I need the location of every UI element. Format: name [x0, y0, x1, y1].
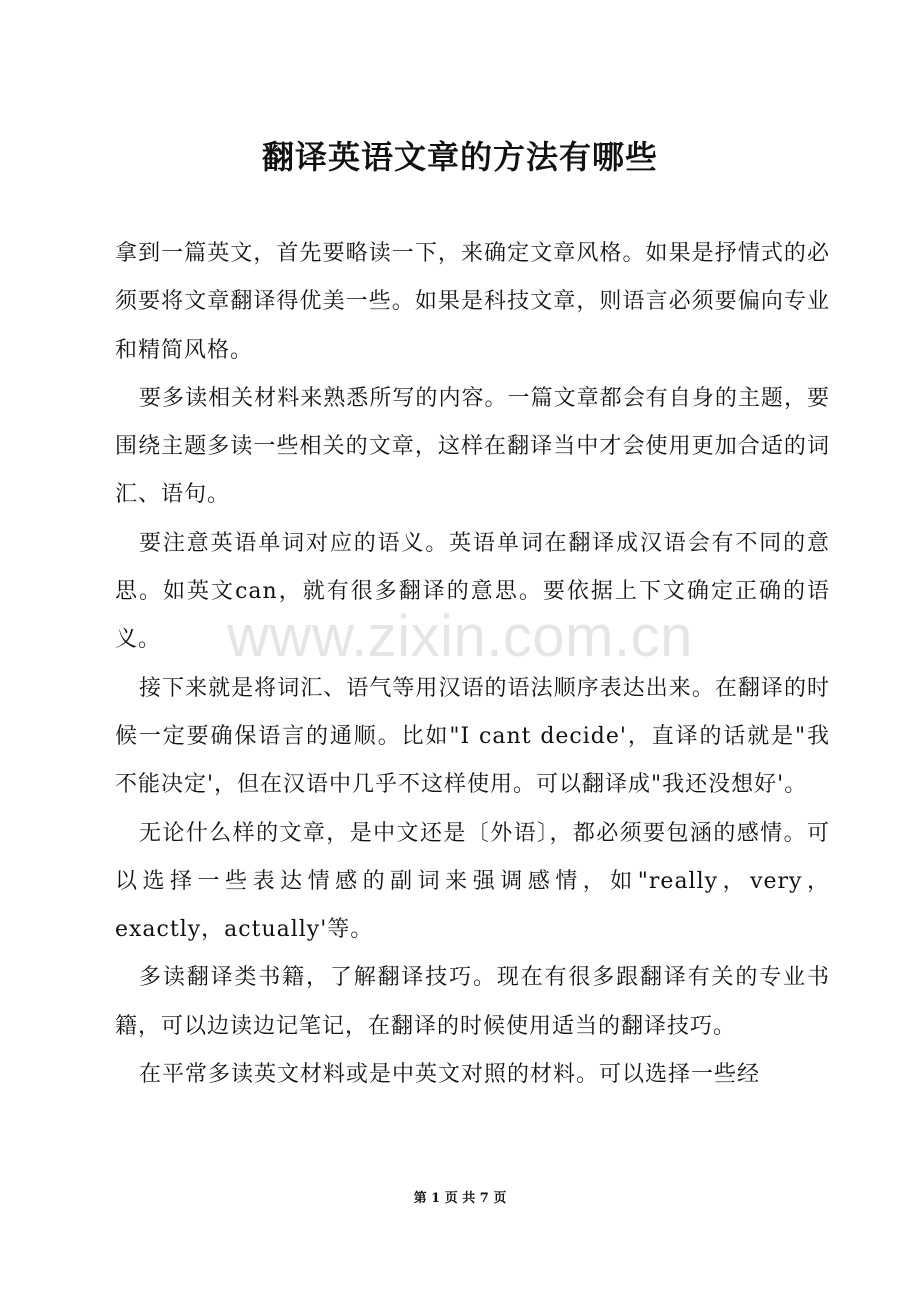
paragraph-6: 多读翻译类书籍，了解翻译技巧。现在有很多跟翻译有关的专业书籍，可以边读边记笔记，在翻译的时候使用适当的翻译技巧。: [115, 965, 830, 1039]
paragraph-5: 无论什么样的文章，是中文还是〔外语〕，都必须要包涵的感情。可以选择一些表达情感的副词来强调感情，如"really，very，exactly，actually'等。: [115, 820, 830, 943]
paragraph-1: 拿到一篇英文，首先要略读一下，来确定文章风格。如果是抒情式的必须要将文章翻译得优美一些。如果是科技文章，则语言必须要偏向专业和精简风格。: [115, 241, 830, 363]
document-title: 翻译英语文章的方法有哪些: [261, 138, 658, 176]
paragraph-4: 接下来就是将词汇、语气等用汉语的语法顺序表达出来。在翻译的时候一定要确保语言的通顺。比如"I cant decide'，直译的话就是"我不能决定'，但在汉语中几乎不这样使用。可以翻译成"我还没想好'。: [115, 675, 830, 798]
paragraph-7: 在平常多读英文材料或是中英文对照的材料。可以选择一些经: [139, 1062, 761, 1088]
watermark: www.zixin.com.cn: [227, 604, 693, 669]
paragraph-3: 要注意英语单词对应的语义。英语单词在翻译成汉语会有不同的意思。如英文can，就有很多翻译的意思。要依据上下文确定正确的语义。: [115, 530, 830, 653]
document-body: [115, 230, 830, 1099]
page-number-footer: 第 1 页 共 7 页: [413, 1191, 507, 1206]
paragraph-2: 要多读相关材料来熟悉所写的内容。一篇文章都会有自身的主题，要围绕主题多读一些相关的文章，这样在翻译当中才会使用更加合适的词汇、语句。: [115, 385, 830, 508]
